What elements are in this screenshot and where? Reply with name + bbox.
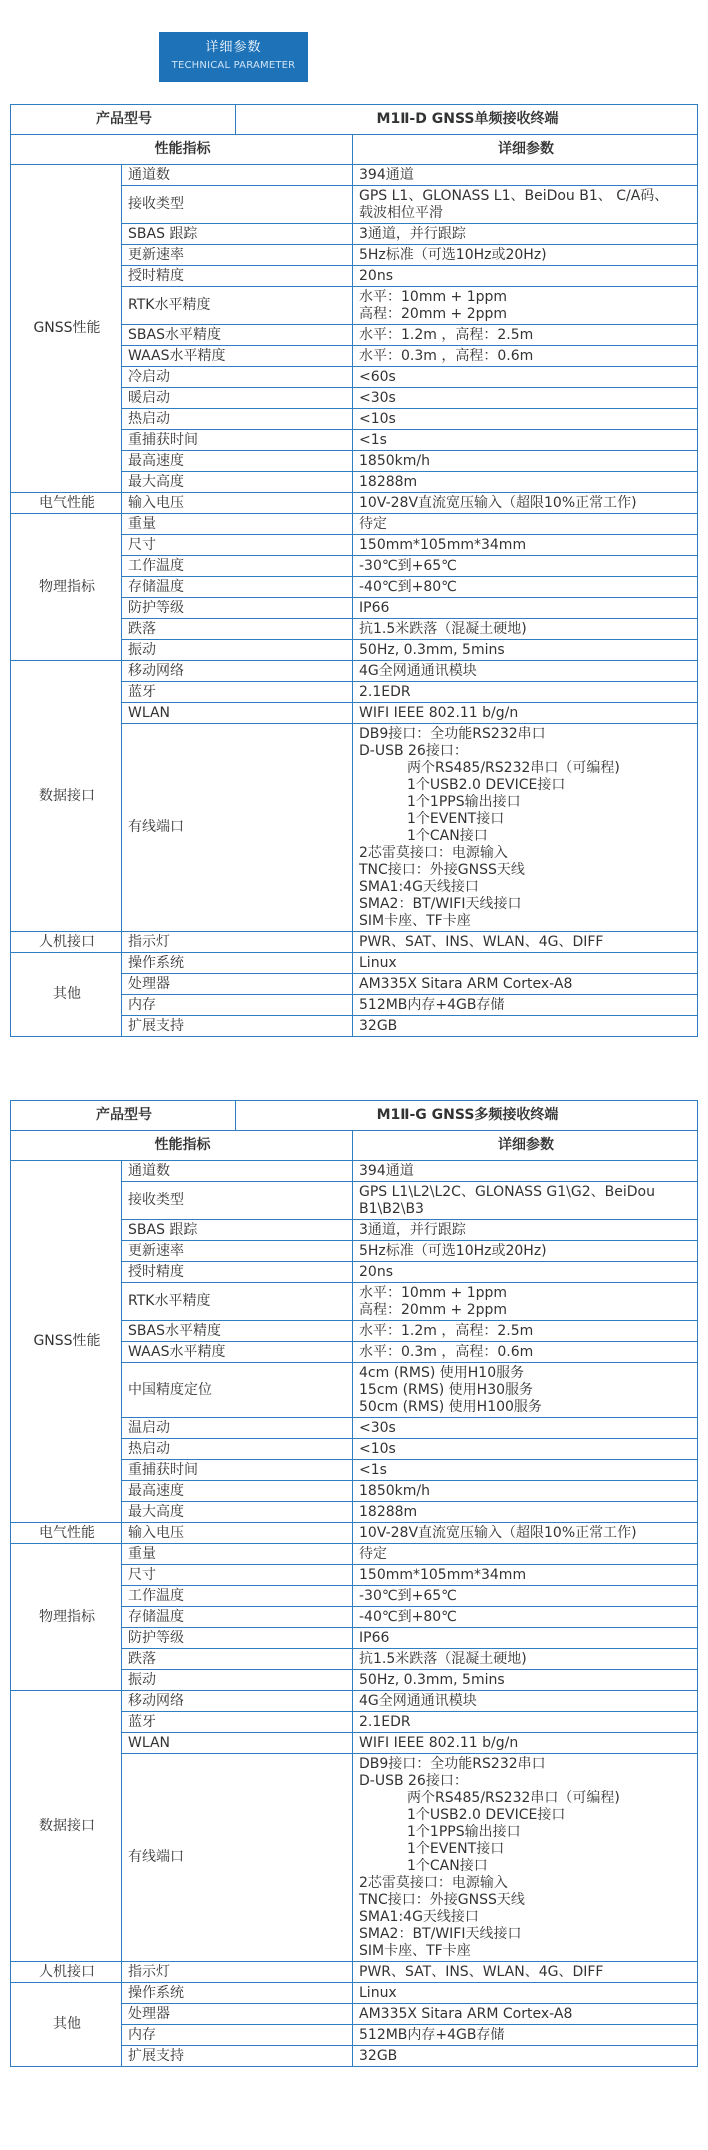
detail-value [353, 953, 698, 974]
detail-line: WIFI IEEE 802.11 b/g/n [359, 704, 519, 721]
detail-value [353, 703, 698, 724]
indicator-label: WAAS水平精度 [122, 346, 353, 367]
detail-value [353, 1418, 698, 1439]
indicator-label: 中国精度定位 [122, 1363, 353, 1418]
detail-line: Linux [359, 954, 397, 971]
indicator-label: 暖启动 [122, 388, 353, 409]
indicator-label: 通道数 [122, 1161, 353, 1182]
spec-row [11, 932, 698, 953]
detail-line: 水平：10mm + 1ppm [359, 288, 508, 305]
indicator-label: SBAS水平精度 [122, 325, 353, 346]
detail-value [353, 1983, 698, 2004]
detail-line: <30s [359, 389, 396, 406]
detail-line: PWR、SAT、INS、WLAN、4G、DIFF [359, 933, 604, 950]
detail-line: 高程：20mm + 2ppm [359, 1301, 508, 1318]
spec-row [11, 1161, 698, 1182]
detail-line: 载波相位平滑 [359, 204, 443, 221]
detail-line: 18288m [359, 473, 418, 490]
detail-line: 20ns [359, 1263, 393, 1280]
detail-value [353, 1754, 698, 1962]
detail-line: 15cm (RMS) 使用H30服务 [359, 1381, 534, 1398]
detail-value [353, 1161, 698, 1182]
indicator-label: WAAS水平精度 [122, 1342, 353, 1363]
detail-value [353, 409, 698, 430]
indicator-label: 热启动 [122, 409, 353, 430]
indicator-label: 内存 [122, 995, 353, 1016]
detail-value [353, 1439, 698, 1460]
detail-value [353, 451, 698, 472]
indicator-label: 防护等级 [122, 598, 353, 619]
detail-line: 50cm (RMS) 使用H100服务 [359, 1398, 542, 1415]
detail-value [353, 186, 698, 224]
indicator-label: 振动 [122, 1670, 353, 1691]
detail-value [353, 346, 698, 367]
detail-line: 32GB [359, 2047, 398, 2064]
category-cell: 物理指标 [11, 1544, 122, 1691]
detail-value [353, 1962, 698, 1983]
spec-row [11, 1691, 698, 1712]
indicator-label: 最高速度 [122, 1481, 353, 1502]
detail-value [353, 1544, 698, 1565]
detail-line: DB9接口：全功能RS232串口 [359, 1755, 546, 1772]
detail-line: 2芯雷莫接口：电源输入 [359, 1874, 508, 1891]
detail-line: 20ns [359, 267, 393, 284]
detail-value [353, 932, 698, 953]
detail-line: 10V-28V直流宽压输入（超限10%正常工作) [359, 494, 637, 511]
indicator-label: 有线端口 [122, 724, 353, 932]
detail-value [353, 1262, 698, 1283]
detail-line: 待定 [359, 1545, 387, 1562]
category-cell: 物理指标 [11, 514, 122, 661]
detail-line: 抗1.5米跌落（混凝土硬地) [359, 1650, 527, 1667]
section-banner [159, 32, 308, 82]
detail-value [353, 224, 698, 245]
header-detail: 详细参数 [353, 135, 698, 165]
detail-line: 两个RS485/RS232串口（可编程) [407, 1789, 620, 1806]
detail-value [353, 2025, 698, 2046]
detail-value [353, 1523, 698, 1544]
detail-line: AM335X Sitara ARM Cortex-A8 [359, 975, 573, 992]
spec-table-g [10, 1100, 698, 2067]
detail-line: 1个CAN接口 [407, 827, 488, 844]
detail-value [353, 2004, 698, 2025]
indicator-label: 工作温度 [122, 1586, 353, 1607]
indicator-label: 操作系统 [122, 953, 353, 974]
header-indicator: 性能指标 [11, 135, 353, 165]
detail-value [353, 577, 698, 598]
detail-value [353, 287, 698, 325]
banner-title-en: TECHNICAL PARAMETER [171, 60, 296, 71]
indicator-label: 指示灯 [122, 1962, 353, 1983]
detail-line: 4G全网通通讯模块 [359, 1692, 477, 1709]
indicator-label: 跌落 [122, 619, 353, 640]
detail-line: 394通道 [359, 1162, 414, 1179]
detail-line: SIM卡座、TF卡座 [359, 1942, 471, 1959]
header-row [11, 1131, 698, 1161]
detail-line: WIFI IEEE 802.11 b/g/n [359, 1734, 519, 1751]
detail-line: D-USB 26接口： [359, 1772, 468, 1789]
detail-line: 4cm (RMS) 使用H10服务 [359, 1364, 525, 1381]
detail-value [353, 1342, 698, 1363]
detail-line: <10s [359, 1440, 396, 1457]
detail-line: 2.1EDR [359, 1713, 411, 1730]
detail-line: 512MB内存+4GB存储 [359, 2026, 505, 2043]
detail-value [353, 974, 698, 995]
indicator-label: 最大高度 [122, 472, 353, 493]
category-cell: 其他 [11, 953, 122, 1037]
spec-row [11, 514, 698, 535]
detail-value [353, 1733, 698, 1754]
detail-value [353, 1502, 698, 1523]
header-detail: 详细参数 [353, 1131, 698, 1161]
detail-value [353, 245, 698, 266]
detail-line: DB9接口：全功能RS232串口 [359, 725, 546, 742]
detail-line: 5Hz标准（可选10Hz或20Hz) [359, 246, 547, 263]
detail-line: IP66 [359, 1629, 390, 1646]
detail-line: -30℃到+65℃ [359, 1587, 457, 1604]
indicator-label: 指示灯 [122, 932, 353, 953]
detail-value [353, 1182, 698, 1220]
detail-line: 50Hz, 0.3mm, 5mins [359, 641, 505, 658]
spec-row [11, 165, 698, 186]
detail-line: 待定 [359, 515, 387, 532]
spec-row [11, 1962, 698, 1983]
detail-line: GPS L1\L2\L2C、GLONASS G1\G2、BeiDou [359, 1183, 655, 1200]
detail-value [353, 1220, 698, 1241]
detail-line: 水平：0.3m ，高程：0.6m [359, 1343, 534, 1360]
detail-line: IP66 [359, 599, 390, 616]
detail-line: SMA2：BT/WIFI天线接口 [359, 895, 522, 912]
category-cell: 数据接口 [11, 1691, 122, 1962]
detail-line: 1个EVENT接口 [407, 810, 505, 827]
indicator-label: 通道数 [122, 165, 353, 186]
detail-line: SMA1:4G天线接口 [359, 1908, 479, 1925]
detail-line: TNC接口：外接GNSS天线 [359, 1891, 525, 1908]
indicator-label: RTK水平精度 [122, 1283, 353, 1321]
detail-line: 2芯雷莫接口：电源输入 [359, 844, 508, 861]
detail-line: PWR、SAT、INS、WLAN、4G、DIFF [359, 1963, 604, 1980]
indicator-label: 跌落 [122, 1649, 353, 1670]
detail-line: 两个RS485/RS232串口（可编程) [407, 759, 620, 776]
indicator-label: 尺寸 [122, 1565, 353, 1586]
detail-line: 18288m [359, 1503, 418, 1520]
detail-line: TNC接口：外接GNSS天线 [359, 861, 525, 878]
indicator-label: 温启动 [122, 1418, 353, 1439]
detail-value [353, 682, 698, 703]
detail-line: <30s [359, 1419, 396, 1436]
indicator-label: 重捕获时间 [122, 1460, 353, 1481]
detail-line: 394通道 [359, 166, 414, 183]
detail-line: 抗1.5米跌落（混凝土硬地) [359, 620, 527, 637]
indicator-label: 蓝牙 [122, 1712, 353, 1733]
detail-line: 水平：10mm + 1ppm [359, 1284, 508, 1301]
detail-line: 1个EVENT接口 [407, 1840, 505, 1857]
detail-line: <1s [359, 1461, 387, 1478]
model-label: 产品型号 [11, 1101, 236, 1131]
detail-line: B1\B2\B3 [359, 1200, 424, 1217]
detail-line: 水平：1.2m ，高程：2.5m [359, 326, 534, 343]
indicator-label: 最大高度 [122, 1502, 353, 1523]
detail-value [353, 367, 698, 388]
indicator-label: 接收类型 [122, 1182, 353, 1220]
indicator-label: 重量 [122, 1544, 353, 1565]
detail-value [353, 165, 698, 186]
detail-value [353, 266, 698, 287]
detail-value [353, 1628, 698, 1649]
spec-table-d [10, 104, 698, 1037]
detail-line: 1个USB2.0 DEVICE接口 [407, 1806, 566, 1823]
detail-value [353, 430, 698, 451]
indicator-label: 振动 [122, 640, 353, 661]
model-label: 产品型号 [11, 105, 236, 135]
detail-value [353, 388, 698, 409]
detail-line: 水平：0.3m ，高程：0.6m [359, 347, 534, 364]
indicator-label: WLAN [122, 703, 353, 724]
detail-line: 高程：20mm + 2ppm [359, 305, 508, 322]
detail-line: 1个USB2.0 DEVICE接口 [407, 776, 566, 793]
detail-line: <1s [359, 431, 387, 448]
indicator-label: 工作温度 [122, 556, 353, 577]
indicator-label: 扩展支持 [122, 1016, 353, 1037]
spec-row [11, 661, 698, 682]
detail-value [353, 2046, 698, 2067]
detail-line: SIM卡座、TF卡座 [359, 912, 471, 929]
category-cell: GNSS性能 [11, 1161, 122, 1523]
detail-value [353, 995, 698, 1016]
detail-value [353, 325, 698, 346]
indicator-label: 扩展支持 [122, 2046, 353, 2067]
detail-line: 1850km/h [359, 1482, 430, 1499]
model-row [11, 105, 698, 135]
detail-value [353, 619, 698, 640]
spec-row [11, 1544, 698, 1565]
category-cell: 电气性能 [11, 493, 122, 514]
indicator-label: RTK水平精度 [122, 287, 353, 325]
indicator-label: 存储温度 [122, 577, 353, 598]
detail-line: 4G全网通通讯模块 [359, 662, 477, 679]
indicator-label: 移动网络 [122, 661, 353, 682]
indicator-label: 尺寸 [122, 535, 353, 556]
detail-line: 2.1EDR [359, 683, 411, 700]
detail-value [353, 1363, 698, 1418]
detail-line: <60s [359, 368, 396, 385]
category-cell: 电气性能 [11, 1523, 122, 1544]
detail-line: 50Hz, 0.3mm, 5mins [359, 1671, 505, 1688]
detail-value [353, 1607, 698, 1628]
indicator-label: 输入电压 [122, 493, 353, 514]
detail-line: 1个CAN接口 [407, 1857, 488, 1874]
header-indicator: 性能指标 [11, 1131, 353, 1161]
detail-value [353, 556, 698, 577]
indicator-label: 更新速率 [122, 1241, 353, 1262]
detail-line: SMA2：BT/WIFI天线接口 [359, 1925, 522, 1942]
spec-row [11, 493, 698, 514]
detail-line: 1850km/h [359, 452, 430, 469]
detail-value [353, 1565, 698, 1586]
indicator-label: 移动网络 [122, 1691, 353, 1712]
banner-title-cn: 详细参数 [205, 40, 262, 55]
detail-line: <10s [359, 410, 396, 427]
detail-line: 512MB内存+4GB存储 [359, 996, 505, 1013]
detail-line: 32GB [359, 1017, 398, 1034]
spec-row [11, 1983, 698, 2004]
detail-line: GPS L1、GLONASS L1、BeiDou B1、 C/A码、 [359, 187, 669, 204]
detail-line: -40℃到+80℃ [359, 1608, 457, 1625]
indicator-label: 处理器 [122, 974, 353, 995]
detail-value [353, 1712, 698, 1733]
indicator-label: 授时精度 [122, 1262, 353, 1283]
category-cell: 数据接口 [11, 661, 122, 932]
detail-value [353, 1016, 698, 1037]
detail-value [353, 1321, 698, 1342]
detail-line: Linux [359, 1984, 397, 2001]
indicator-label: 最高速度 [122, 451, 353, 472]
indicator-label: 更新速率 [122, 245, 353, 266]
indicator-label: 输入电压 [122, 1523, 353, 1544]
model-value: M1Ⅱ-G GNSS多频接收终端 [236, 1101, 698, 1131]
model-value: M1Ⅱ-D GNSS单频接收终端 [236, 105, 698, 135]
spec-row [11, 953, 698, 974]
detail-line: 3通道，并行跟踪 [359, 1221, 466, 1238]
detail-line: 1个1PPS输出接口 [407, 793, 521, 810]
detail-value [353, 514, 698, 535]
detail-line: 150mm*105mm*34mm [359, 536, 527, 553]
detail-value [353, 1283, 698, 1321]
detail-value [353, 1586, 698, 1607]
indicator-label: WLAN [122, 1733, 353, 1754]
detail-line: 5Hz标准（可选10Hz或20Hz) [359, 1242, 547, 1259]
indicator-label: 操作系统 [122, 1983, 353, 2004]
indicator-label: 重捕获时间 [122, 430, 353, 451]
detail-line: 1个1PPS输出接口 [407, 1823, 521, 1840]
indicator-label: 热启动 [122, 1439, 353, 1460]
indicator-label: 冷启动 [122, 367, 353, 388]
header-row [11, 135, 698, 165]
indicator-label: 有线端口 [122, 1754, 353, 1962]
detail-value [353, 724, 698, 932]
category-cell: 人机接口 [11, 932, 122, 953]
indicator-label: 蓝牙 [122, 682, 353, 703]
indicator-label: SBAS 跟踪 [122, 1220, 353, 1241]
detail-value [353, 1649, 698, 1670]
detail-line: D-USB 26接口： [359, 742, 468, 759]
detail-value [353, 1481, 698, 1502]
detail-value [353, 640, 698, 661]
detail-line: 10V-28V直流宽压输入（超限10%正常工作) [359, 1524, 637, 1541]
indicator-label: 授时精度 [122, 266, 353, 287]
detail-value [353, 1670, 698, 1691]
indicator-label: 内存 [122, 2025, 353, 2046]
detail-value [353, 598, 698, 619]
detail-value [353, 1241, 698, 1262]
category-cell: 人机接口 [11, 1962, 122, 1983]
detail-line: AM335X Sitara ARM Cortex-A8 [359, 2005, 573, 2022]
indicator-label: 存储温度 [122, 1607, 353, 1628]
detail-line: SMA1:4G天线接口 [359, 878, 479, 895]
detail-line: 3通道，并行跟踪 [359, 225, 466, 242]
detail-line: -40℃到+80℃ [359, 578, 457, 595]
detail-value [353, 493, 698, 514]
model-row [11, 1101, 698, 1131]
detail-value [353, 1460, 698, 1481]
detail-line: 水平：1.2m ，高程：2.5m [359, 1322, 534, 1339]
category-cell: GNSS性能 [11, 165, 122, 493]
detail-line: -30℃到+65℃ [359, 557, 457, 574]
indicator-label: 重量 [122, 514, 353, 535]
category-cell: 其他 [11, 1983, 122, 2067]
detail-value [353, 472, 698, 493]
indicator-label: SBAS 跟踪 [122, 224, 353, 245]
detail-value [353, 535, 698, 556]
detail-value [353, 661, 698, 682]
spec-row [11, 1523, 698, 1544]
indicator-label: 处理器 [122, 2004, 353, 2025]
detail-line: 150mm*105mm*34mm [359, 1566, 527, 1583]
indicator-label: SBAS水平精度 [122, 1321, 353, 1342]
indicator-label: 接收类型 [122, 186, 353, 224]
detail-value [353, 1691, 698, 1712]
indicator-label: 防护等级 [122, 1628, 353, 1649]
